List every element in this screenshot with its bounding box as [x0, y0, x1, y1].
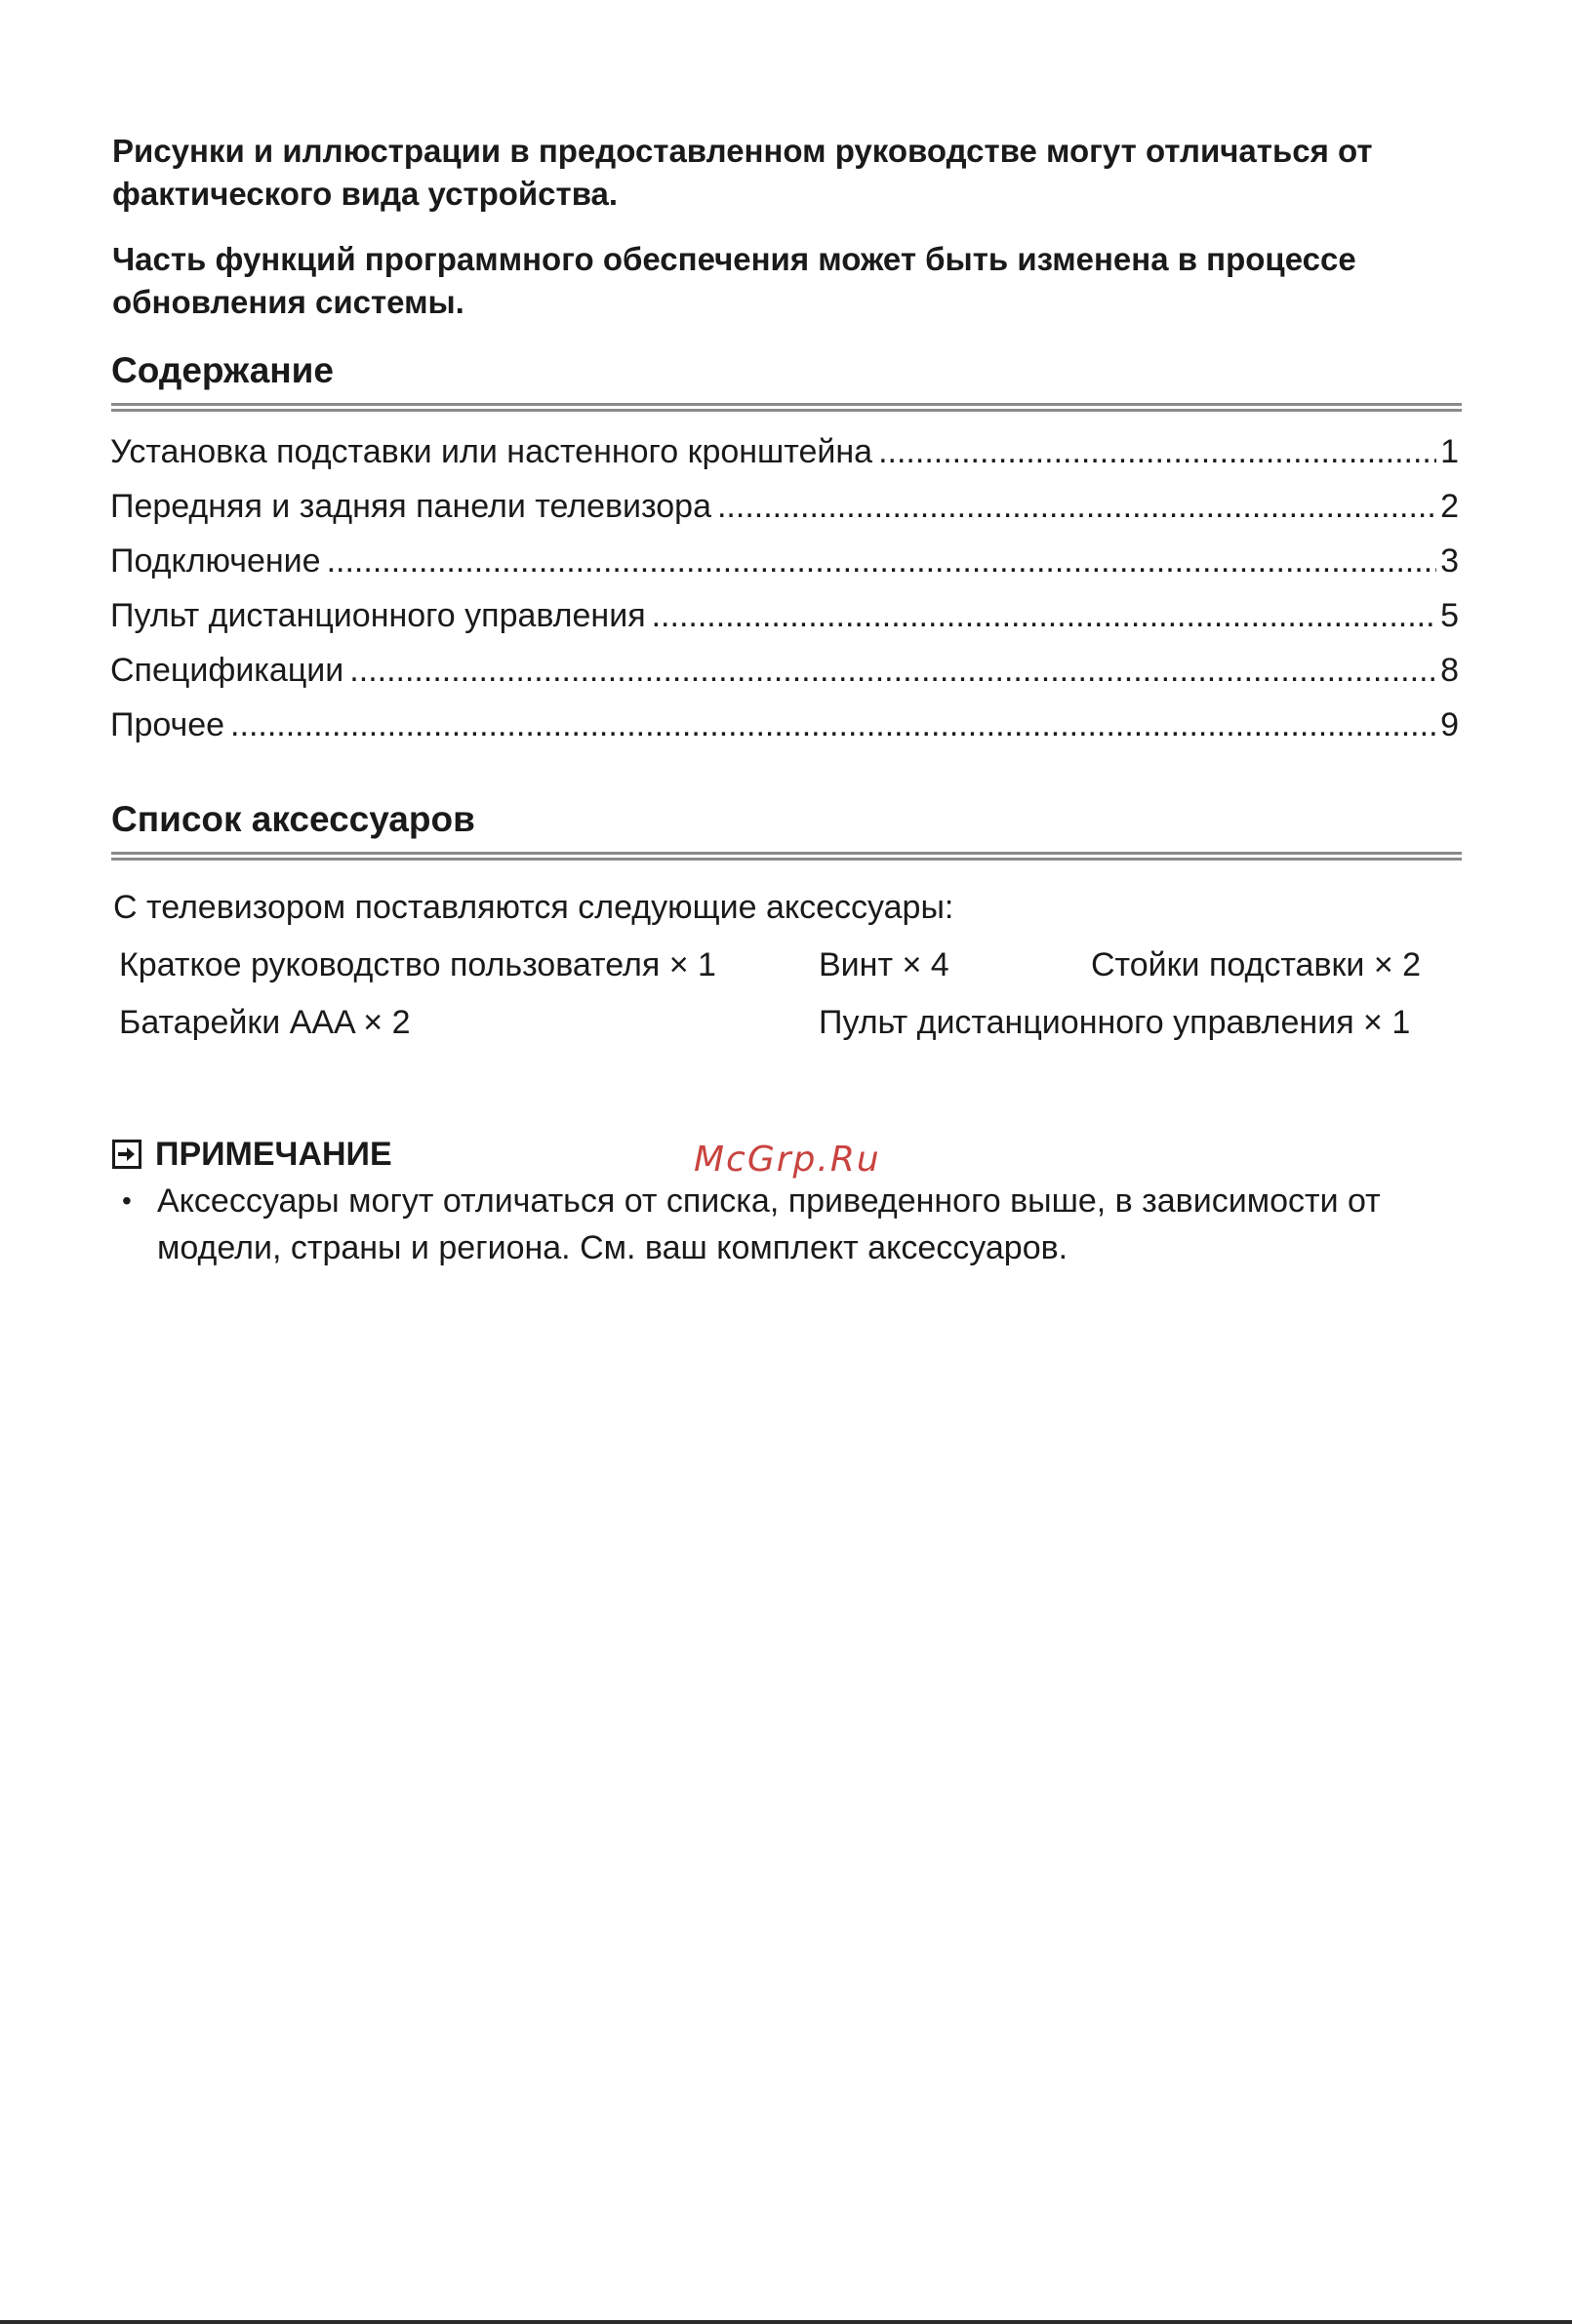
note-arrow-icon [112, 1140, 141, 1169]
note-header [112, 1133, 392, 1176]
toc-item-page: 3 [1440, 542, 1459, 580]
toc-leader-dots [230, 698, 1436, 752]
accessories-intro: С телевизором поставляются следующие аксессуары: [113, 889, 954, 926]
accessory-stand-legs: Стойки подставки × 2 [1091, 946, 1422, 983]
note-title: ПРИМЕЧАНИЕ [155, 1136, 392, 1173]
toc-heading-divider [111, 403, 1462, 411]
accessories-heading: Список аксессуаров [111, 799, 475, 839]
accessory-screws: Винт × 4 [819, 946, 949, 983]
toc-item-label: Прочее [110, 706, 225, 743]
toc-item-page: 2 [1440, 488, 1459, 525]
accessory-batteries: Батарейки AAA × 2 [119, 1004, 411, 1041]
toc-leader-dots [717, 479, 1436, 534]
bullet-icon: • [122, 1185, 132, 1216]
toc-item-label: Спецификации [110, 652, 344, 689]
toc-item-other[interactable] [110, 698, 1459, 752]
toc-item-label: Установка подставки или настенного кронштейна [110, 433, 873, 470]
toc-item-stand-installation[interactable] [110, 424, 1459, 479]
table-of-contents [110, 424, 1459, 752]
note-text: Аксессуары могут отличаться от списка, приведенного выше, в зависимости от модели, страны и региона. См. ваш комплект аксессуаров. [157, 1182, 1381, 1266]
toc-item-page: 9 [1440, 706, 1459, 743]
toc-item-label: Пульт дистанционного управления [110, 597, 646, 634]
toc-leader-dots [652, 588, 1436, 643]
toc-heading: Содержание [111, 350, 334, 390]
toc-item-connection[interactable] [110, 534, 1459, 588]
accessory-quick-guide: Краткое руководство пользователя × 1 [119, 946, 716, 983]
toc-leader-dots [327, 534, 1436, 588]
intro-paragraph-software: Часть функций программного обеспечения может быть изменена в процессе обновления системы. [112, 241, 1356, 320]
toc-item-panels[interactable] [110, 479, 1459, 534]
accessories-heading-divider [111, 852, 1462, 860]
toc-item-remote-control[interactable] [110, 588, 1459, 643]
toc-item-label: Подключение [110, 542, 321, 580]
watermark: McGrp.Ru [694, 1140, 881, 1180]
page-bottom-border [0, 2320, 1572, 2324]
accessory-remote-control: Пульт дистанционного управления × 1 [819, 1004, 1411, 1041]
toc-item-specifications[interactable] [110, 643, 1459, 698]
toc-leader-dots [349, 643, 1436, 698]
toc-item-page: 1 [1440, 433, 1459, 470]
note-list [122, 1178, 1469, 1271]
toc-leader-dots [878, 424, 1436, 479]
toc-item-page: 8 [1440, 652, 1459, 689]
toc-item-page: 5 [1440, 597, 1459, 634]
intro-paragraph-images: Рисунки и иллюстрации в предоставленном руководстве могут отличаться от фактического вида устройства. [112, 133, 1373, 212]
toc-item-label: Передняя и задняя панели телевизора [110, 488, 711, 525]
note-item [122, 1178, 1469, 1271]
